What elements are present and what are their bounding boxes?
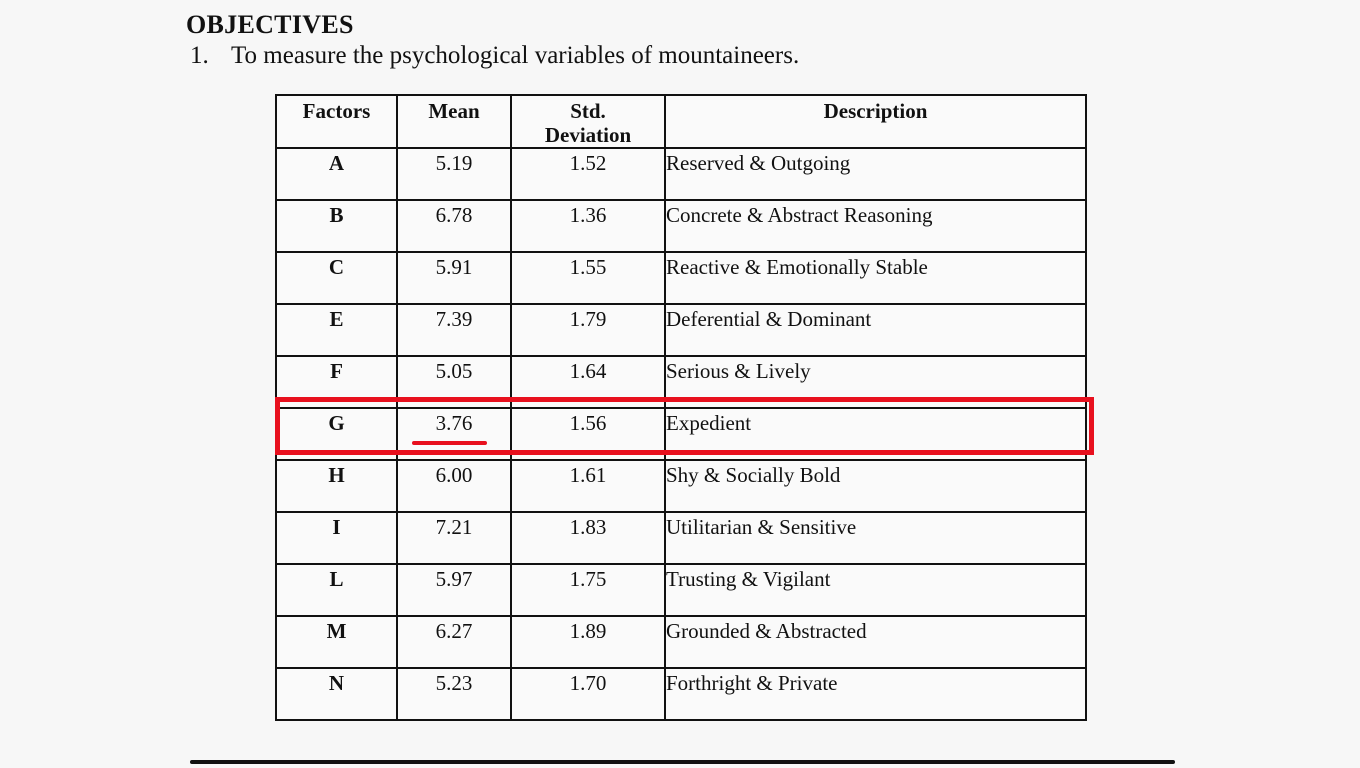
factor-cell: N bbox=[276, 668, 397, 720]
header-std-line2: Deviation bbox=[544, 123, 632, 147]
mean-cell: 6.27 bbox=[397, 616, 511, 668]
factor-cell: M bbox=[276, 616, 397, 668]
factor-cell: L bbox=[276, 564, 397, 616]
table-row bbox=[276, 200, 1086, 252]
header-factors: Factors bbox=[276, 95, 397, 148]
mean-cell: 6.00 bbox=[397, 460, 511, 512]
factor-cell: I bbox=[276, 512, 397, 564]
table-row bbox=[276, 148, 1086, 200]
mean-cell: 5.05 bbox=[397, 356, 511, 408]
table-row bbox=[276, 512, 1086, 564]
factor-cell: G bbox=[276, 408, 397, 460]
factors-table bbox=[275, 94, 1087, 721]
std-deviation-cell: 1.70 bbox=[511, 668, 665, 720]
factor-cell: H bbox=[276, 460, 397, 512]
table-row bbox=[276, 616, 1086, 668]
table-row-highlighted bbox=[276, 408, 1086, 460]
table-header-row bbox=[276, 95, 1086, 148]
table-row bbox=[276, 356, 1086, 408]
factor-cell: E bbox=[276, 304, 397, 356]
std-deviation-cell: 1.61 bbox=[511, 460, 665, 512]
factor-cell: F bbox=[276, 356, 397, 408]
mean-cell: 6.78 bbox=[397, 200, 511, 252]
description-cell: Deferential & Dominant bbox=[665, 304, 1086, 356]
mean-cell: 5.19 bbox=[397, 148, 511, 200]
description-cell: Reactive & Emotionally Stable bbox=[665, 252, 1086, 304]
mean-value: 3.76 bbox=[435, 411, 473, 435]
description-cell: Utilitarian & Sensitive bbox=[665, 512, 1086, 564]
mean-value-underlined bbox=[436, 411, 473, 435]
table-row bbox=[276, 668, 1086, 720]
header-description: Description bbox=[665, 95, 1086, 148]
description-cell: Reserved & Outgoing bbox=[665, 148, 1086, 200]
factor-cell: C bbox=[276, 252, 397, 304]
mean-cell: 5.97 bbox=[397, 564, 511, 616]
table-row bbox=[276, 304, 1086, 356]
std-deviation-cell: 1.36 bbox=[511, 200, 665, 252]
std-deviation-cell: 1.56 bbox=[511, 408, 665, 460]
table-row bbox=[276, 252, 1086, 304]
factor-cell: A bbox=[276, 148, 397, 200]
description-cell: Concrete & Abstract Reasoning bbox=[665, 200, 1086, 252]
description-cell: Expedient bbox=[665, 408, 1086, 460]
mean-cell: 5.91 bbox=[397, 252, 511, 304]
std-deviation-cell: 1.52 bbox=[511, 148, 665, 200]
objective-item bbox=[190, 42, 799, 70]
objective-number: 1. bbox=[190, 42, 209, 69]
std-deviation-cell: 1.64 bbox=[511, 356, 665, 408]
description-cell: Serious & Lively bbox=[665, 356, 1086, 408]
table-row bbox=[276, 564, 1086, 616]
red-underline-mark bbox=[412, 441, 487, 445]
description-cell: Grounded & Abstracted bbox=[665, 616, 1086, 668]
section-heading: OBJECTIVES bbox=[186, 10, 354, 39]
description-cell: Shy & Socially Bold bbox=[665, 460, 1086, 512]
std-deviation-cell: 1.89 bbox=[511, 616, 665, 668]
header-std-line1: Std. bbox=[570, 99, 606, 123]
mean-cell: 7.39 bbox=[397, 304, 511, 356]
mean-cell: 7.21 bbox=[397, 512, 511, 564]
header-std-deviation bbox=[511, 95, 665, 148]
description-cell: Forthright & Private bbox=[665, 668, 1086, 720]
header-mean: Mean bbox=[397, 95, 511, 148]
table-row bbox=[276, 460, 1086, 512]
std-deviation-cell: 1.55 bbox=[511, 252, 665, 304]
mean-cell: 5.23 bbox=[397, 668, 511, 720]
factor-cell: B bbox=[276, 200, 397, 252]
objective-text: To measure the psychological variables of mountaineers. bbox=[231, 42, 800, 69]
mean-cell bbox=[397, 408, 511, 460]
description-cell: Trusting & Vigilant bbox=[665, 564, 1086, 616]
std-deviation-cell: 1.79 bbox=[511, 304, 665, 356]
std-deviation-cell: 1.83 bbox=[511, 512, 665, 564]
page-divider bbox=[190, 760, 1175, 764]
std-deviation-cell: 1.75 bbox=[511, 564, 665, 616]
